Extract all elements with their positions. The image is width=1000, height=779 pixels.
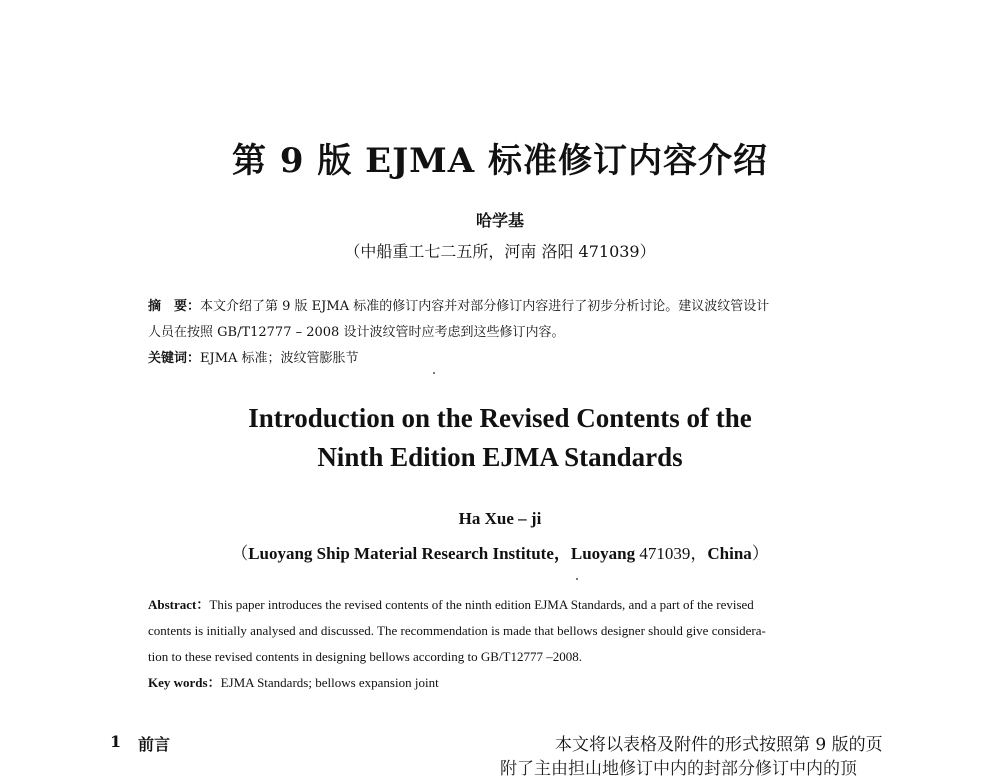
english-affiliation-country: China xyxy=(707,544,752,563)
section-title: 前言 xyxy=(138,735,171,754)
scan-speck xyxy=(433,372,435,374)
chinese-keywords-label: 关键词： xyxy=(148,351,201,366)
english-affiliation-open: （ xyxy=(231,544,249,563)
chinese-title: 第 9 版 EJMA 标准修订内容介绍 xyxy=(231,141,769,181)
english-abstract-label: Abstract： xyxy=(148,597,210,612)
english-affiliation-institute: Luoyang Ship Material Research Institute，Luoyang xyxy=(248,544,640,563)
english-keywords xyxy=(148,675,868,691)
english-keywords-text: EJMA Standards; bellows expansion joint xyxy=(220,675,439,690)
english-title-line-2: Ninth Edition EJMA Standards xyxy=(317,442,683,472)
english-abstract-line-3: tion to these revised contents in designing bellows according to GB/T12777 –2008. xyxy=(148,649,582,664)
english-abstract-text-1: This paper introduces the revised contents of the ninth edition EJMA Standards, and a part of the revised xyxy=(209,597,754,612)
chinese-abstract-label: 摘 要： xyxy=(148,299,201,314)
english-author: Ha Xue – ji xyxy=(458,509,542,528)
section-number: 1 xyxy=(110,732,122,751)
english-title-line-1: Introduction on the Revised Contents of the xyxy=(248,403,752,433)
scan-speck xyxy=(576,578,578,580)
english-affiliation-code: 471039， xyxy=(639,544,708,563)
chinese-affiliation: （中船重工七二五所，河南 洛阳 471039） xyxy=(344,242,656,261)
english-affiliation-close: ） xyxy=(751,544,769,563)
chinese-keywords xyxy=(148,350,868,367)
english-keywords-label: Key words： xyxy=(148,675,221,690)
english-affiliation xyxy=(0,539,1000,564)
chinese-keywords-text: EJMA 标准；波纹管膨胀节 xyxy=(200,351,359,366)
body-text-line-1: 本文将以表格及附件的形式按照第 9 版的页 xyxy=(555,735,883,755)
english-abstract-line-1 xyxy=(148,597,868,613)
chinese-abstract-line-1 xyxy=(148,298,868,315)
body-text-line-2-cut: 附了主由担山地修订中内的封部分修订中内的顶 xyxy=(500,759,857,779)
english-abstract-line-2: contents is initially analysed and discussed. The recommendation is made that bellows designer should give considera- xyxy=(148,623,766,638)
chinese-abstract-line-2: 人员在按照 GB/T12777 – 2008 设计波纹管时应考虑到这些修订内容。 xyxy=(148,325,565,340)
chinese-abstract-text-1: 本文介绍了第 9 版 EJMA 标准的修订内容并对部分修订内容进行了初步分析讨论。建议波纹管设计 xyxy=(200,299,770,314)
chinese-author: 哈学基 xyxy=(475,211,524,230)
